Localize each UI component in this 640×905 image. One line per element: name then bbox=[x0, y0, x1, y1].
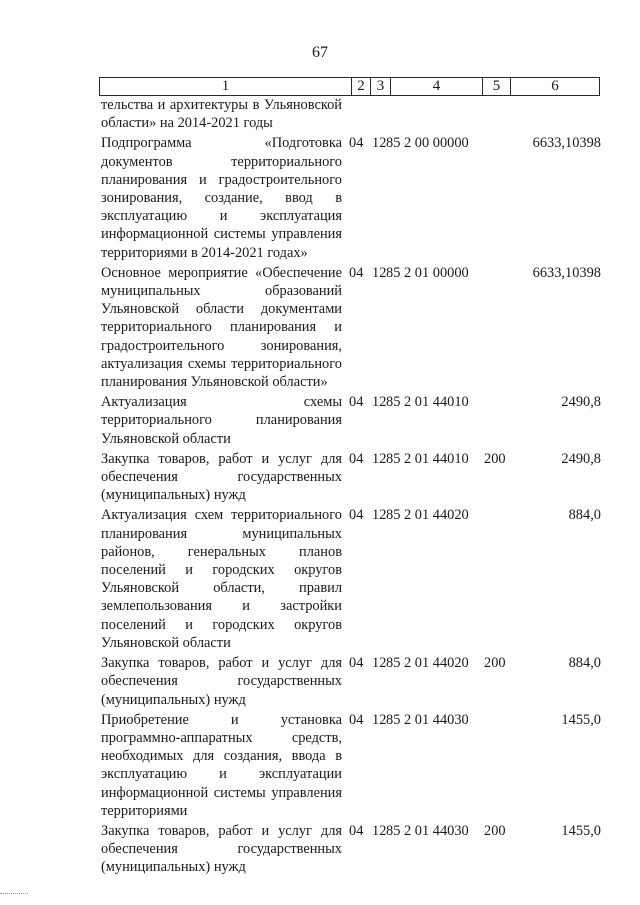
header-col-2: 2 bbox=[352, 78, 371, 95]
row-subsection: 12 bbox=[372, 711, 387, 728]
row-name: Закупка товаров, работ и услуг для обеспечения государственных (муниципальных) нужд bbox=[101, 655, 342, 708]
row-target-article: 85 2 01 44010 bbox=[386, 450, 469, 467]
row-amount: 884,0 bbox=[568, 507, 601, 524]
header-col-3: 3 bbox=[371, 78, 391, 95]
row-section: 04 bbox=[349, 394, 364, 411]
row-subsection: 12 bbox=[372, 822, 387, 839]
row-section: 04 bbox=[349, 450, 364, 467]
header-col-4: 4 bbox=[391, 78, 483, 95]
row-amount: 1455,0 bbox=[561, 711, 601, 728]
row-name: Подпрограмма «Подготовка документов территориального планирования и градостроительного зонирования, создание, ввод в эксплуатацию и эксплуатация информационной системы управления территориями в 2014-2021 годах» bbox=[101, 135, 342, 261]
table-row bbox=[101, 393, 621, 448]
row-expense-type: 200 bbox=[484, 450, 506, 467]
row-name: Актуализация схемы территориального планирования Ульяновской области bbox=[101, 394, 342, 447]
table-row bbox=[101, 822, 621, 877]
row-expense-type: 200 bbox=[484, 822, 506, 839]
table-row bbox=[101, 506, 621, 652]
row-amount: 2490,8 bbox=[561, 394, 601, 411]
row-amount: 884,0 bbox=[568, 655, 601, 672]
row-name: Закупка товаров, работ и услуг для обеспечения государственных (муниципальных) нужд bbox=[101, 450, 342, 504]
row-expense-type: 200 bbox=[484, 655, 506, 672]
row-subsection: 12 bbox=[372, 394, 387, 411]
row-section: 04 bbox=[349, 135, 364, 152]
header-col-5: 5 bbox=[483, 78, 511, 95]
header-col-1: 1 bbox=[100, 78, 352, 95]
row-name: Приобретение и установка программно-аппаратных средств, необходимых для создания, ввода в эксплуатацию и эксплуатации информационной системы управления территориями bbox=[101, 711, 342, 819]
row-target-article: 85 2 01 44020 bbox=[386, 507, 469, 524]
table-row bbox=[101, 264, 621, 391]
budget-table-body bbox=[101, 96, 621, 877]
scan-edge-mark bbox=[0, 893, 28, 894]
table-row bbox=[101, 654, 621, 709]
row-target-article: 85 2 01 44030 bbox=[386, 822, 469, 839]
row-subsection: 12 bbox=[372, 450, 387, 467]
row-name: тельства и архитектуры в Ульяновской области» на 2014-2021 годы bbox=[101, 97, 342, 132]
row-target-article: 85 2 01 00000 bbox=[386, 264, 469, 281]
row-amount: 2490,8 bbox=[561, 450, 601, 467]
row-amount: 6633,10398 bbox=[532, 135, 601, 152]
row-target-article: 85 2 01 44030 bbox=[386, 711, 469, 728]
page-number: 67 bbox=[312, 44, 328, 61]
row-section: 04 bbox=[349, 655, 364, 672]
row-name: Актуализация схем территориального планирования муниципальных районов, генеральных планов поселений и городских округов Ульяновской области, правил землепользования и застройки поселений и городских округов Ульяновской области bbox=[101, 507, 342, 651]
row-section: 04 bbox=[349, 822, 364, 839]
row-amount: 1455,0 bbox=[561, 822, 601, 839]
table-row bbox=[101, 450, 621, 505]
row-subsection: 12 bbox=[372, 655, 387, 672]
row-subsection: 12 bbox=[372, 264, 387, 281]
header-col-6: 6 bbox=[551, 78, 559, 94]
row-subsection: 12 bbox=[372, 507, 387, 524]
row-amount: 6633,10398 bbox=[532, 264, 601, 281]
table-header bbox=[99, 77, 600, 96]
table-row bbox=[101, 711, 621, 820]
row-target-article: 85 2 01 44020 bbox=[386, 655, 469, 672]
row-section: 04 bbox=[349, 507, 364, 524]
row-name: Основное мероприятие «Обеспечение муниципальных образований Ульяновской области документами территориального планирования и градостроительного зонирования, актуализация схемы территориального планирования Ульяновской области» bbox=[101, 264, 342, 391]
row-name: Закупка товаров, работ и услуг для обеспечения государственных (муниципальных) нужд bbox=[101, 822, 342, 876]
row-section: 04 bbox=[349, 711, 364, 728]
row-target-article: 85 2 01 44010 bbox=[386, 394, 469, 411]
row-subsection: 12 bbox=[372, 135, 387, 152]
table-row bbox=[101, 96, 621, 132]
row-section: 04 bbox=[349, 264, 364, 281]
table-row bbox=[101, 134, 621, 261]
row-target-article: 85 2 00 00000 bbox=[386, 135, 469, 152]
